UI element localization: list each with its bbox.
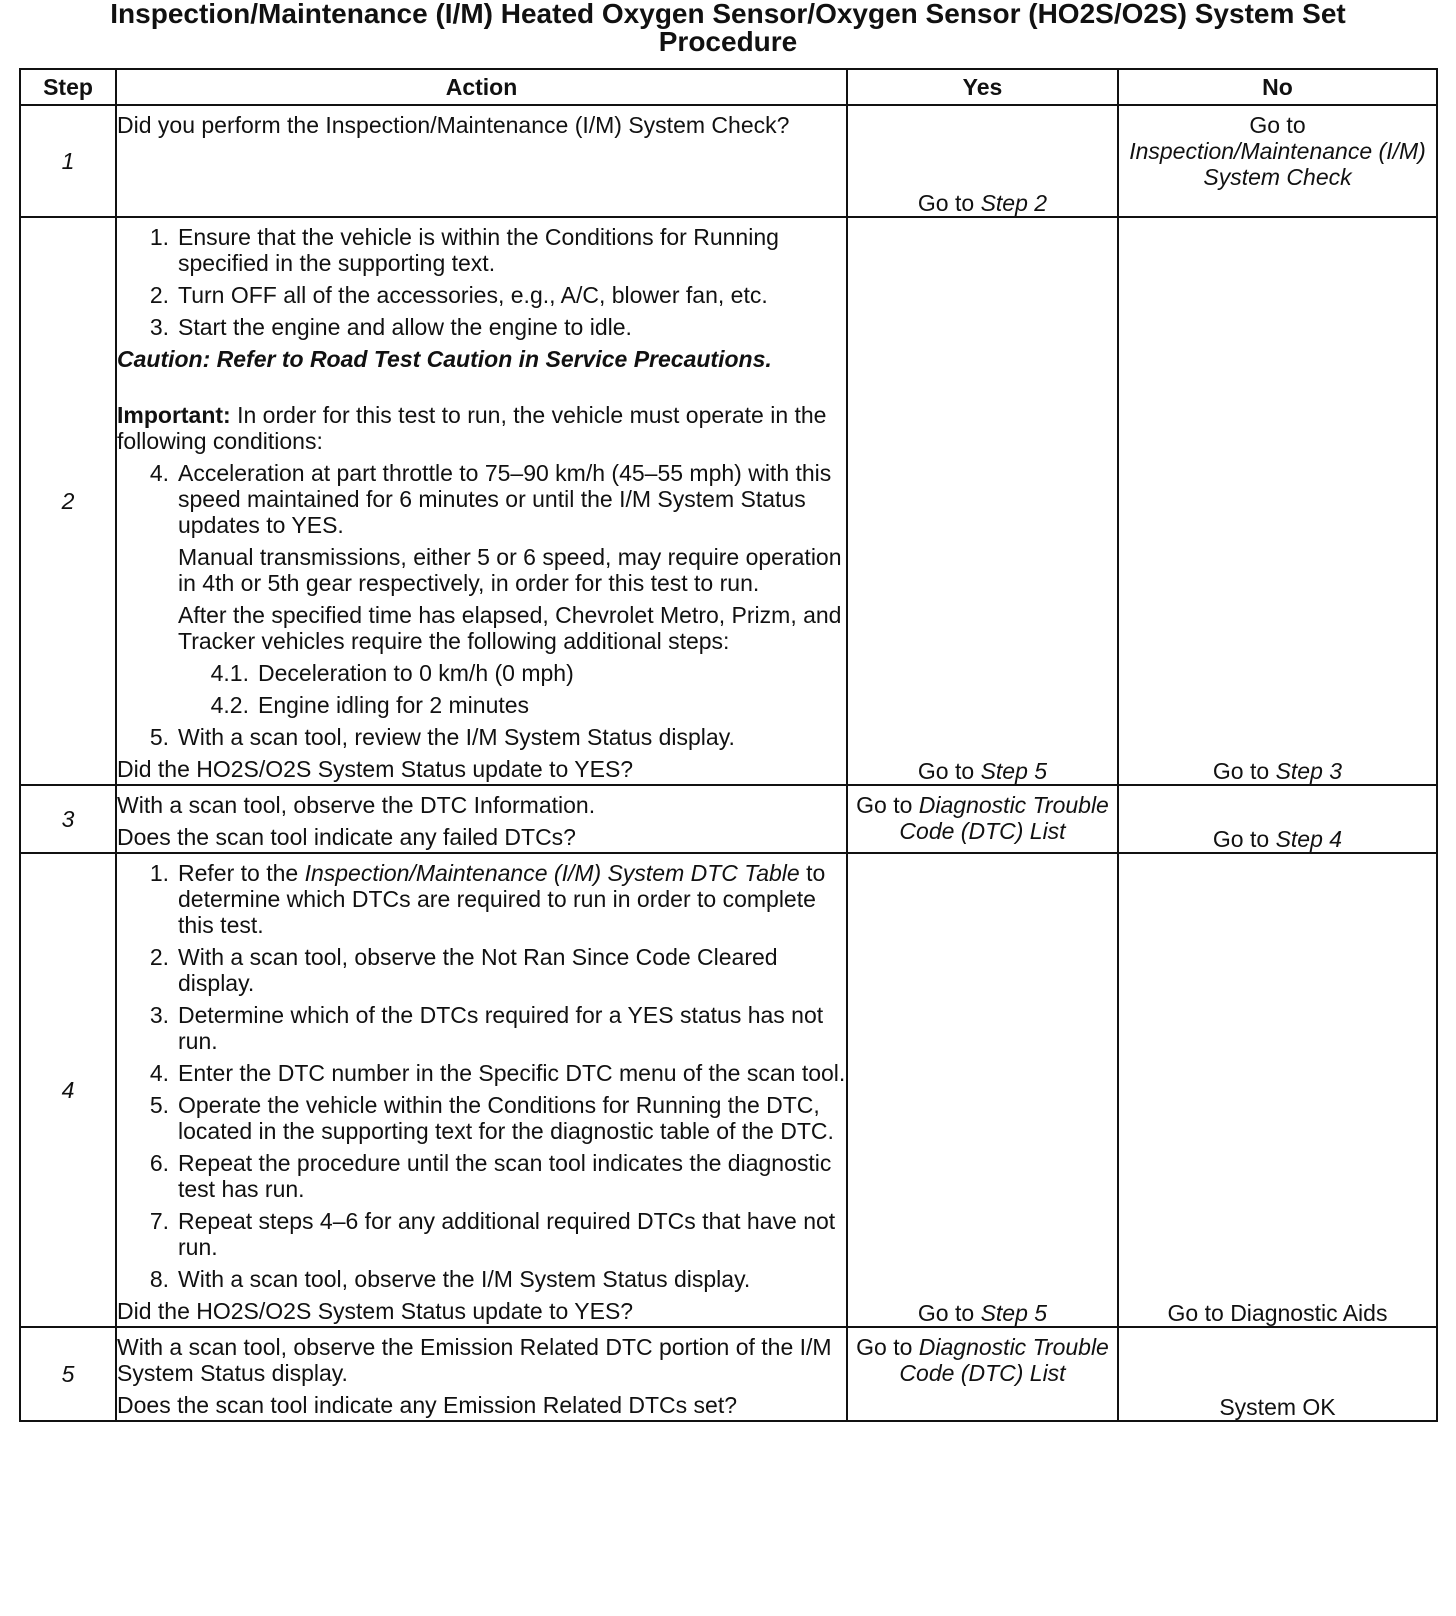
list-item: 4. Acceleration at part throttle to 75–90 km/h (45–55 mph) with this speed maintained for 6 minutes or until the I/M System Status updates to YES. — [149, 460, 832, 538]
step-number: 4 — [20, 853, 116, 1327]
procedure-table — [19, 68, 1438, 1422]
list-item: 5. Operate the vehicle within the Conditions for Running the DTC, located in the supporting text for the diagnostic table of the DTC. — [149, 1092, 834, 1144]
table-row — [20, 853, 1437, 1327]
important-text: In order for this test to run, the vehicle must operate in the following conditions: — [117, 402, 827, 454]
step-question: Does the scan tool indicate any failed DTCs? — [117, 824, 576, 850]
step-link[interactable]: Step 5 — [980, 758, 1048, 784]
procedure-link[interactable]: Inspection/Maintenance (I/M) System Check — [1129, 138, 1426, 190]
list-item: 6. Repeat the procedure until the scan tool indicates the diagnostic test has run. — [149, 1150, 832, 1202]
page-title — [0, 0, 1456, 56]
list-item: 7. Repeat steps 4–6 for any additional required DTCs that have not run. — [149, 1208, 836, 1260]
list-item: 3. Determine which of the DTCs required for a YES status has not run. — [149, 1002, 824, 1054]
step-number: 1 — [20, 105, 116, 217]
header-step: Step — [20, 69, 116, 105]
caution-note: Caution: Refer to Road Test Caution in Service Precautions. — [117, 346, 772, 372]
step-link[interactable]: Step 4 — [1275, 826, 1343, 852]
step-number: 3 — [20, 785, 116, 853]
sub-list-item: 4.2. Engine idling for 2 minutes — [210, 692, 530, 718]
list-item: 8. With a scan tool, observe the I/M System Status display. — [149, 1266, 751, 1292]
list-item: 4. Enter the DTC number in the Specific DTC menu of the scan tool. — [149, 1060, 846, 1086]
go-to-label: Go to — [917, 758, 975, 784]
go-to-label: Go to — [917, 1300, 975, 1326]
go-to-label: Go to — [1212, 758, 1270, 784]
action-cell — [116, 853, 847, 1327]
yes-cell — [847, 853, 1118, 1327]
list-item: 5. With a scan tool, review the I/M System Status display. — [149, 724, 735, 750]
table-row — [20, 1327, 1437, 1421]
procedure-link[interactable]: Inspection/Maintenance (I/M) System DTC Table — [304, 860, 800, 886]
important-label: Important: — [117, 402, 231, 428]
step-question: Did the HO2S/O2S System Status update to YES? — [117, 756, 634, 782]
action-cell — [116, 217, 847, 785]
header-yes: Yes — [847, 69, 1118, 105]
no-cell — [1118, 785, 1437, 853]
step-link[interactable]: Step 5 — [980, 1300, 1048, 1326]
list-item: 1. Ensure that the vehicle is within the Conditions for Running specified in the supporting text. — [149, 224, 779, 276]
header-no: No — [1118, 69, 1437, 105]
system-ok-text: System OK — [1219, 1394, 1336, 1420]
no-cell — [1118, 853, 1437, 1327]
list-item: 2. With a scan tool, observe the Not Ran Since Code Cleared display. — [149, 944, 778, 996]
action-cell — [116, 105, 847, 217]
title-line-2: Procedure — [658, 26, 798, 57]
go-to-label: Go to — [856, 792, 913, 818]
additional-steps-note: After the specified time has elapsed, Chevrolet Metro, Prizm, and Tracker vehicles require the following additional steps: — [178, 602, 842, 654]
procedure-link[interactable]: Diagnostic Trouble Code (DTC) List — [899, 1334, 1109, 1386]
table-row — [20, 105, 1437, 217]
step-question: Did the HO2S/O2S System Status update to YES? — [117, 1298, 634, 1324]
list-item: 2. Turn OFF all of the accessories, e.g., A/C, blower fan, etc. — [149, 282, 768, 308]
action-cell — [116, 785, 847, 853]
step-link[interactable]: Step 2 — [980, 190, 1048, 216]
diagnostic-aids-link[interactable]: Go to Diagnostic Aids — [1167, 1300, 1388, 1326]
step-number: 5 — [20, 1327, 116, 1421]
step-question: Did you perform the Inspection/Maintenance (I/M) System Check? — [117, 112, 790, 138]
step-instruction: With a scan tool, observe the Emission Related DTC portion of the I/M System Status display. — [117, 1334, 832, 1386]
important-note — [117, 402, 846, 454]
go-to-label: Go to — [1249, 112, 1306, 138]
table-row — [20, 785, 1437, 853]
sub-list-item: 4.1. Deceleration to 0 km/h (0 mph) — [210, 660, 574, 686]
go-to-label: Go to — [917, 190, 975, 216]
go-to-label: Go to — [856, 1334, 913, 1360]
header-action: Action — [116, 69, 847, 105]
action-cell — [116, 1327, 847, 1421]
yes-cell — [847, 785, 1118, 853]
list-item: 1. Refer to the Inspection/Maintenance (I/M) System DTC Table to determine which DTCs are required to run in order to complete this test. — [149, 860, 826, 938]
yes-cell — [847, 217, 1118, 785]
header-row — [20, 69, 1437, 105]
manual-transmission-note: Manual transmissions, either 5 or 6 speed, may require operation in 4th or 5th gear respectively, in order for this test to run. — [178, 544, 842, 596]
table-row — [20, 217, 1437, 785]
go-to-label: Go to — [1212, 826, 1270, 852]
no-cell — [1118, 105, 1437, 217]
step-question: Does the scan tool indicate any Emission Related DTCs set? — [117, 1392, 738, 1418]
no-cell — [1118, 1327, 1437, 1421]
step-link[interactable]: Step 3 — [1275, 758, 1343, 784]
procedure-link[interactable]: Diagnostic Trouble Code (DTC) List — [899, 792, 1109, 844]
step-number: 2 — [20, 217, 116, 785]
step-instruction: With a scan tool, observe the DTC Information. — [117, 792, 596, 818]
yes-cell — [847, 105, 1118, 217]
no-cell — [1118, 217, 1437, 785]
list-item: 3. Start the engine and allow the engine to idle. — [149, 314, 632, 340]
yes-cell — [847, 1327, 1118, 1421]
title-line-1: Inspection/Maintenance (I/M) Heated Oxygen Sensor/Oxygen Sensor (HO2S/O2S) System Set — [110, 0, 1346, 29]
